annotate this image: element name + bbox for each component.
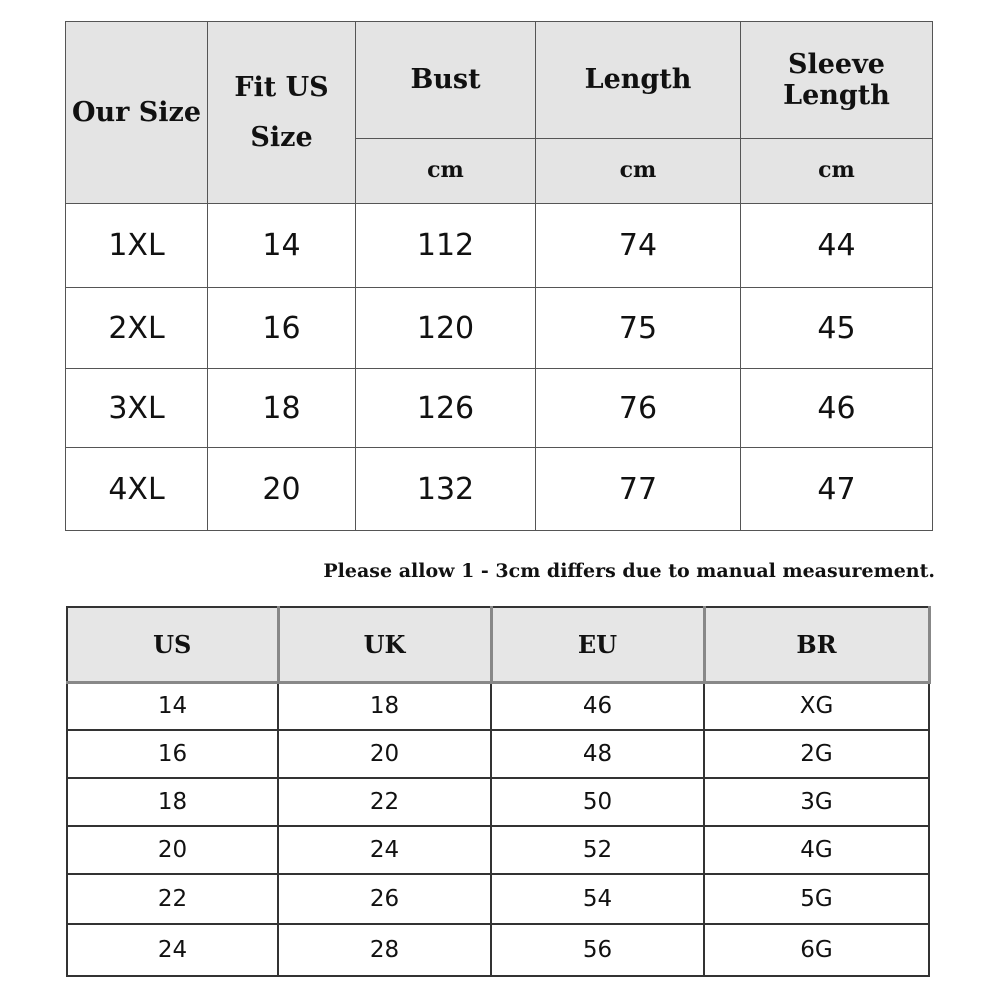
table-row <box>66 448 933 531</box>
cell-fit-us-size: 20 <box>208 448 356 531</box>
table-row <box>66 369 933 448</box>
cell-bust: 120 <box>356 288 536 369</box>
cell-br: 2G <box>704 730 929 778</box>
cell-br: XG <box>704 682 929 730</box>
unit-sleeve-length: cm <box>741 139 933 204</box>
header-length: Length <box>536 22 741 139</box>
cell-eu: 52 <box>491 826 704 874</box>
measurement-note: Please allow 1 - 3cm differs due to manual measurement. <box>323 560 935 582</box>
cell-uk: 22 <box>278 778 491 826</box>
header-fit-us-size: Fit US Size <box>208 22 356 204</box>
cell-br: 5G <box>704 874 929 924</box>
cell-us: 16 <box>67 730 278 778</box>
cell-our-size: 2XL <box>66 288 208 369</box>
header-eu: EU <box>491 607 704 682</box>
cell-us: 18 <box>67 778 278 826</box>
header-uk: UK <box>278 607 491 682</box>
cell-eu: 54 <box>491 874 704 924</box>
table-row <box>67 778 929 826</box>
cell-length: 76 <box>536 369 741 448</box>
table-row <box>67 874 929 924</box>
cell-uk: 18 <box>278 682 491 730</box>
cell-length: 74 <box>536 204 741 288</box>
table-row <box>66 204 933 288</box>
header-br: BR <box>704 607 929 682</box>
table-row <box>66 288 933 369</box>
table-row <box>67 682 929 730</box>
cell-br: 6G <box>704 924 929 976</box>
cell-bust: 112 <box>356 204 536 288</box>
cell-length: 75 <box>536 288 741 369</box>
header-us: US <box>67 607 278 682</box>
cell-eu: 46 <box>491 682 704 730</box>
cell-fit-us-size: 14 <box>208 204 356 288</box>
header-bust: Bust <box>356 22 536 139</box>
unit-length: cm <box>536 139 741 204</box>
cell-fit-us-size: 16 <box>208 288 356 369</box>
unit-bust: cm <box>356 139 536 204</box>
cell-our-size: 1XL <box>66 204 208 288</box>
cell-bust: 132 <box>356 448 536 531</box>
cell-sleeve-length: 47 <box>741 448 933 531</box>
cell-us: 20 <box>67 826 278 874</box>
cell-length: 77 <box>536 448 741 531</box>
cell-us: 24 <box>67 924 278 976</box>
cell-us: 14 <box>67 682 278 730</box>
size-chart-table <box>65 21 933 531</box>
cell-uk: 24 <box>278 826 491 874</box>
cell-uk: 20 <box>278 730 491 778</box>
cell-fit-us-size: 18 <box>208 369 356 448</box>
table-row <box>67 924 929 976</box>
table-row <box>67 730 929 778</box>
cell-br: 3G <box>704 778 929 826</box>
cell-br: 4G <box>704 826 929 874</box>
cell-us: 22 <box>67 874 278 924</box>
conversion-header-row <box>67 607 929 682</box>
cell-our-size: 3XL <box>66 369 208 448</box>
cell-uk: 28 <box>278 924 491 976</box>
cell-eu: 50 <box>491 778 704 826</box>
cell-uk: 26 <box>278 874 491 924</box>
cell-sleeve-length: 45 <box>741 288 933 369</box>
cell-eu: 56 <box>491 924 704 976</box>
header-our-size: Our Size <box>66 22 208 204</box>
size-conversion-table <box>66 606 931 977</box>
cell-sleeve-length: 44 <box>741 204 933 288</box>
table-row <box>67 826 929 874</box>
cell-bust: 126 <box>356 369 536 448</box>
header-sleeve-length: Sleeve Length <box>741 22 933 139</box>
cell-our-size: 4XL <box>66 448 208 531</box>
cell-eu: 48 <box>491 730 704 778</box>
cell-sleeve-length: 46 <box>741 369 933 448</box>
